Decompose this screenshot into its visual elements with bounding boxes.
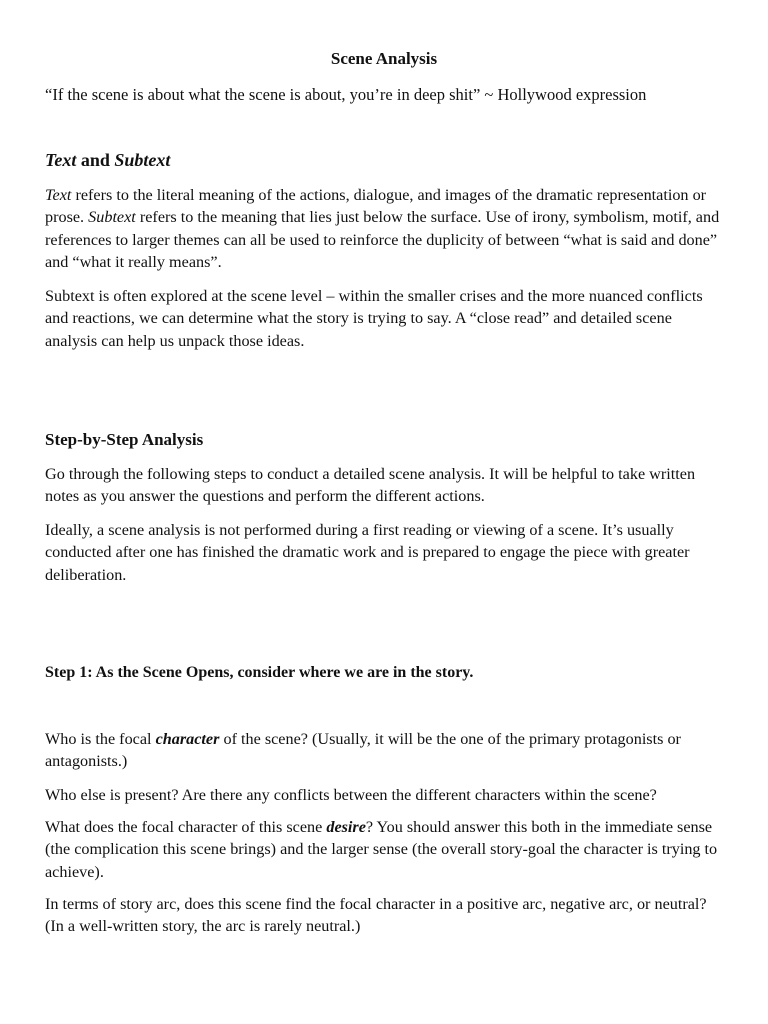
paragraph-segment: refers to the literal meaning of the actions, dialogue, and images of the dramatic representation or prose. [45,186,707,227]
heading-term-text: Text [45,150,77,170]
heading-term-subtext: Subtext [114,150,171,170]
term-text: Text [45,186,72,204]
paragraph-segment: refers to the meaning that lies just below the surface. Use of irony, symbolism, motif, and references to larger themes can all be used to reinforce the duplicity of between “what is said and done” and “what it really means”. [45,208,720,271]
question-character-desire [45,816,725,883]
paragraph-text-subtext-definition [45,184,725,273]
term-desire: desire [326,818,366,836]
term-character: character [155,730,220,748]
epigraph-quote: “If the scene is about what the scene is about, you’re in deep shit” ~ Hollywood expression [45,85,647,104]
paragraph-segment: What does the focal character of this scene [45,818,327,836]
paragraph-subtext-scene-level: Subtext is often explored at the scene level – within the smaller crises and the more nuanced conflicts and reactions, we can determine what the story is trying to say. A “close read” and detailed scene analysis can help us unpack those ideas. [45,287,703,350]
question-story-arc: In terms of story arc, does this scene find the focal character in a positive arc, negative arc, or neutral? (In a well-written story, the arc is rarely neutral.) [45,895,707,936]
section-heading-step-by-step: Step-by-Step Analysis [45,430,204,449]
term-subtext: Subtext [88,208,136,227]
question-who-else-present: Who else is present? Are there any conflicts between the different characters within the scene? [45,786,657,804]
page-title: Scene Analysis [330,49,438,68]
paragraph-segment: Who is the focal [45,730,156,748]
paragraph-segment: of the scene? (Usually, it will be the one of the primary protagonists or antagonists.) [45,730,681,771]
heading-and: and [76,150,115,170]
question-focal-character [45,728,725,773]
paragraph-ideally: Ideally, a scene analysis is not performed during a first reading or viewing of a scene. It’s usually conducted after one has finished the dramatic work and is prepared to engage the piece with greater deliberation. [45,521,690,584]
paragraph-steps-intro: Go through the following steps to conduct a detailed scene analysis. It will be helpful to take written notes as you answer the questions and perform the different actions. [45,465,696,506]
section-heading-text-and-subtext [45,148,170,172]
paragraph-segment: ? You should answer this both in the immediate sense (the complication this scene brings) and the larger sense (the overall story-goal the character is trying to achieve). [45,818,718,881]
step-1-heading: Step 1: As the Scene Opens, consider where we are in the story. [45,664,474,681]
